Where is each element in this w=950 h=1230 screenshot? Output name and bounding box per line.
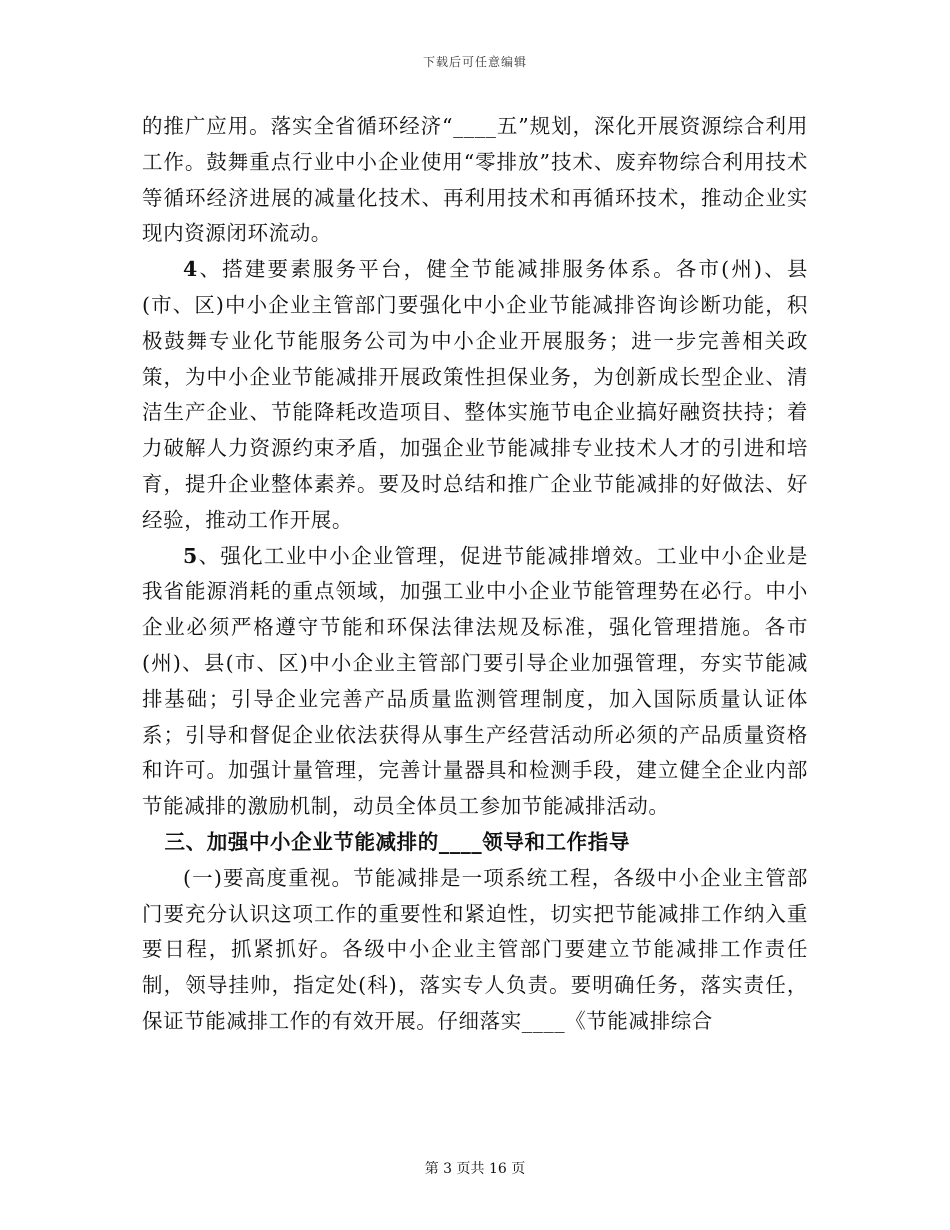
item-number: 4 <box>183 257 198 282</box>
section-heading: 三、加强中小企业节能减排的____领导和工作指导 <box>164 829 630 854</box>
page-footer: 第 3 页共 16 页 <box>424 1161 526 1177</box>
paragraph-continuation: 的推广应用。落实全省循环经济“____五”规划，深化开展资源综合利用工作。鼓舞重点行业中小企业使用“零排放”技术、废弃物综合利用技术等循环经济进展的减量化技术、再利用技术和再循环技术，推动企业实现内资源闭环流动。 <box>142 114 808 246</box>
paragraph-text: 、搭建要素服务平台，健全节能减排服务体系。各市(州)、县(市、区)中小企业主管部门要强化中小企业节能减排咨询诊断功能，积极鼓舞专业化节能服务公司为中小企业开展服务；进一步完善相关政策，为中小企业节能减排开展政策性担保业务，为创新成长型企业、清洁生产企业、节能降耗改造项目、整体实施节电企业搞好融资扶持；着力破解人力资源约束矛盾，加强企业节能减排专业技术人才的引进和培育，提升企业整体素养。要及时总结和推广企业节能减排的好做法、好经验，推动工作开展。 <box>142 257 808 532</box>
paragraph-after-heading: (一)要高度重视。节能减排是一项系统工程，各级中小企业主管部门要充分认识这项工作的重要性和紧迫性，切实把节能减排工作纳入重要日程，抓紧抓好。各级中小企业主管部门要建立节能减排工作责任制，领导挂帅，指定处(科)，落实专人负责。要明确任务，落实责任，保证节能减排工作的有效开展。仔细落实____《节能减排综合 <box>142 865 808 1033</box>
paragraph-item-4 <box>142 252 808 538</box>
item-number: 5 <box>183 543 198 568</box>
paragraph-text: 、强化工业中小企业管理，促进节能减排增效。工业中小企业是我省能源消耗的重点领域，加强工业中小企业节能管理势在必行。中小企业必须严格遵守节能和环保法律法规及标准，强化管理措施。各市(州)、县(市、区)中小企业主管部门要引导企业加强管理，夯实节能减排基础；引导企业完善产品质量监测管理制度，加入国际质量认证体系；引导和督促企业依法获得从事生产经营活动所必须的产品质量资格和许可。加强计量管理，完善计量器具和检测手段，建立健全企业内部节能减排的激励机制，动员全体员工参加节能减排活动。 <box>142 543 808 819</box>
page-header: 下载后可任意编辑 <box>422 55 527 69</box>
paragraph-item-5 <box>142 539 808 825</box>
document-body <box>142 109 808 1040</box>
